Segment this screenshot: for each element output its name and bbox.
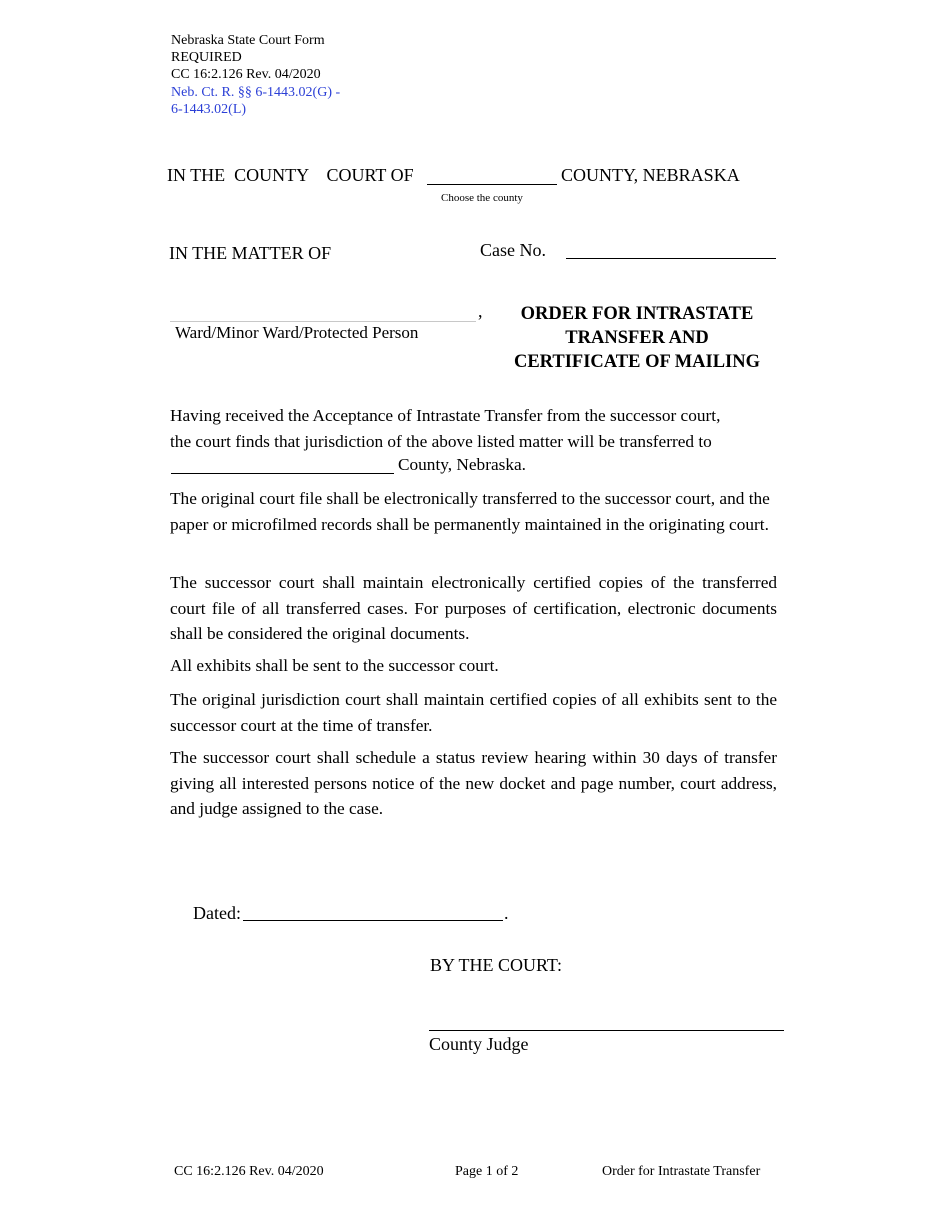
ward-name-comma: , (478, 301, 483, 321)
county-hint-label: Choose the county (441, 192, 523, 204)
successor-county-suffix: County, Nebraska. (398, 455, 526, 474)
dated-label: Dated: (193, 903, 241, 923)
paragraph-electronic-transfer: The original court file shall be electronically transferred to the successor court, and the paper or microfilmed records shall be permanently maintained in the originating court. (170, 489, 770, 534)
form-source-label: Nebraska State Court Form (171, 33, 325, 48)
paragraph-acceptance-line-2: the court finds that jurisdiction of the above listed matter will be transferred to (170, 431, 712, 451)
footer-form-title: Order for Intrastate Transfer (602, 1164, 761, 1179)
paragraph-status-review: The successor court shall schedule a status review hearing within 30 days of transfer giving all interested persons notice of the new docket and page number, court address, and judge assigned to the case. (170, 748, 777, 818)
paragraph-acceptance-line-1: Having received the Acceptance of Intrastate Transfer from the successor court, (170, 406, 721, 425)
paragraph-exhibit-copies: The original jurisdiction court shall maintain certified copies of all exhibits sent to the successor court at the time of transfer. (170, 690, 777, 735)
dated-field[interactable] (243, 901, 503, 921)
footer-page-number: Page 1 of 2 (455, 1164, 519, 1179)
successor-county-field[interactable] (171, 454, 394, 474)
paragraph-acceptance (170, 403, 777, 454)
document-title-line-3: CERTIFICATE OF MAILING (513, 352, 761, 372)
form-id-label: CC 16:2.126 Rev. 04/2020 (171, 67, 321, 82)
by-the-court-label: BY THE COURT: (430, 955, 563, 975)
paragraph-exhibits: All exhibits shall be sent to the successor court. (170, 656, 499, 675)
judge-signature-line[interactable] (429, 1010, 784, 1031)
county-judge-label: County Judge (429, 1034, 529, 1054)
footer-form-id: CC 16:2.126 Rev. 04/2020 (174, 1164, 324, 1179)
document-title-line-1: ORDER FOR INTRASTATE (520, 304, 754, 324)
court-caption-prefix: IN THE COUNTY COURT OF (167, 165, 414, 185)
ward-name-field[interactable] (170, 300, 476, 322)
court-rule-link-continued[interactable]: 6-1443.02(L) (171, 102, 247, 117)
paragraph-certified-copies: The successor court shall maintain electronically certified copies of the transferred court file of all transferred cases. For purposes of certification, electronic documents shall be considered the original documents. (170, 573, 777, 643)
ward-type-label: Ward/Minor Ward/Protected Person (175, 323, 419, 342)
in-the-matter-label: IN THE MATTER OF (169, 243, 332, 263)
court-rule-link[interactable]: Neb. Ct. R. §§ 6-1443.02(G) - (171, 85, 341, 100)
document-title (490, 302, 784, 374)
court-caption-suffix: COUNTY, NEBRASKA (561, 165, 740, 185)
case-number-label: Case No. (480, 240, 546, 260)
county-select-field[interactable] (427, 163, 557, 185)
required-label: REQUIRED (171, 50, 242, 65)
case-number-field[interactable] (566, 238, 776, 259)
dated-period: . (504, 903, 509, 923)
document-title-line-2: TRANSFER AND (565, 328, 709, 348)
